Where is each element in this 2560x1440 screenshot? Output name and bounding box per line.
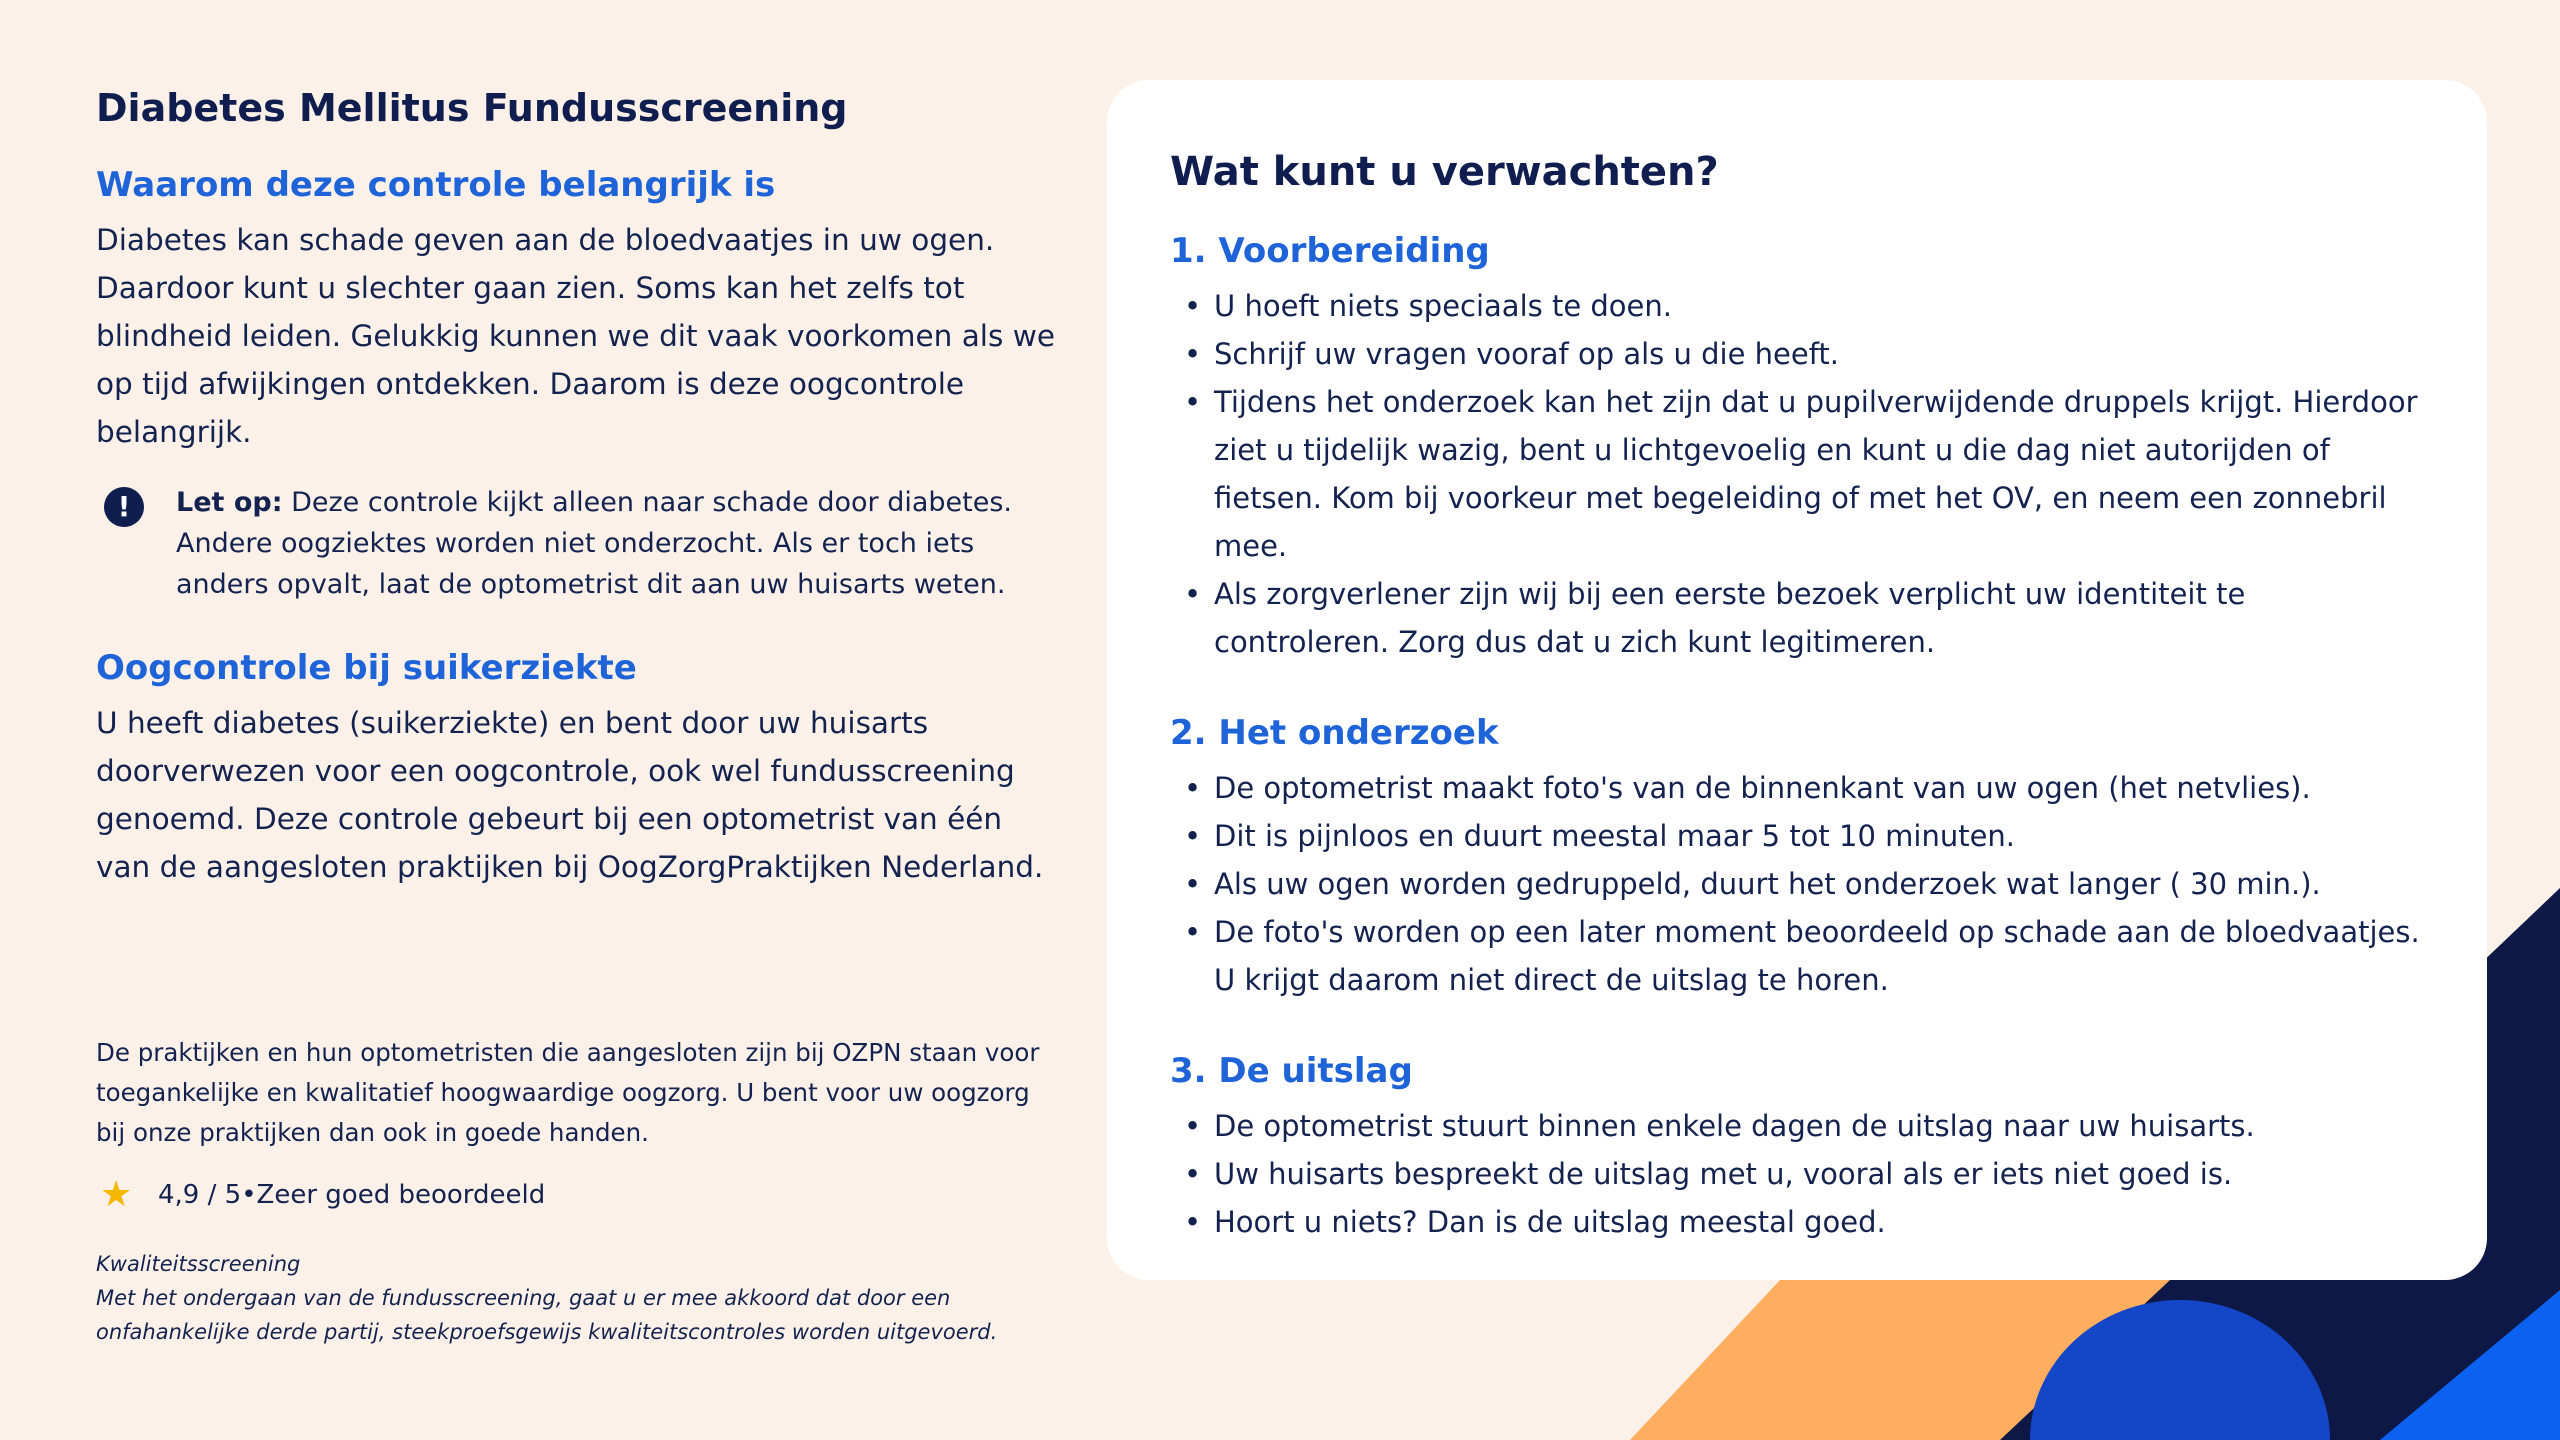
list-item (1170, 1198, 2427, 1246)
step-examination (1170, 706, 2427, 1004)
list-item-text: Als uw ogen worden gedruppeld, duurt het onderzoek wat langer ( 30 min.). (1214, 867, 2321, 901)
list-item-text: De optometrist maakt foto's van de binnenkant van uw ogen (het netvlies). (1214, 771, 2311, 805)
list-item-text: Uw huisarts bespreekt de uitslag met u, vooral als er iets niet goed is. (1214, 1157, 2233, 1191)
step-heading: 2. Het onderzoek (1170, 713, 1499, 753)
list-item-text: Tijdens het onderzoek kan het zijn dat u pupilverwijdende druppels krijgt. Hierdoor ziet u tijdelijk wazig, bent u lichtgevoelig en kunt u die dag niet autorijden of fietsen. Kom bij voorkeur met begeleiding of met het OV, en neem een zonnebril mee. (1214, 385, 2418, 563)
bullet: • (1184, 915, 1202, 949)
info-column (96, 78, 1056, 891)
list-item-text: U hoeft niets speciaals te doen. (1214, 289, 1672, 323)
eyecheck-text: U heeft diabetes (suikerziekte) en bent door uw huisarts doorverwezen voor een oogcontrole, ook wel fundusscreening genoemd. Deze controle gebeurt bij een optometrist van één van de aangesloten praktijken bij OogZorgPraktijken Nederland. (96, 706, 1044, 884)
list-item (1170, 330, 2427, 378)
list-item-text: De foto's worden op een later moment beoordeeld op schade aan de bloedvaatjes. U krijgt daarom niet direct de uitslag te horen. (1214, 915, 2420, 997)
quality-note (96, 1247, 1056, 1349)
notice-label: Let op: (176, 487, 283, 518)
step-list (1170, 282, 2427, 666)
rating-separator: • (241, 1180, 257, 1210)
list-item (1170, 1150, 2427, 1198)
rating-label: Zeer goed beoordeeld (256, 1180, 546, 1210)
list-item (1170, 812, 2427, 860)
step-heading: 3. De uitslag (1170, 1051, 1413, 1091)
notice-text: Deze controle kijkt alleen naar schade door diabetes. Andere oogziektes worden niet onderzocht. Als er toch iets anders opvalt, laat de optometrist dit aan uw huisarts weten. (176, 487, 1012, 600)
list-item (1170, 1102, 2427, 1150)
eyecheck-heading: Oogcontrole bij suikerziekte (96, 648, 637, 688)
star-icon: ★ (100, 1174, 133, 1215)
footer (96, 1033, 1056, 1349)
list-item-text: De optometrist stuurt binnen enkele dagen de uitslag naar uw huisarts. (1214, 1109, 2255, 1143)
list-item-text: Dit is pijnloos en duurt meestal maar 5 tot 10 minuten. (1214, 819, 2016, 853)
step-preparation (1170, 224, 2427, 666)
bullet: • (1184, 771, 1202, 805)
list-item (1170, 282, 2427, 330)
exclamation-icon: ! (104, 487, 144, 527)
list-item (1170, 908, 2427, 1004)
list-item-text: Hoort u niets? Dan is de uitslag meestal goed. (1214, 1205, 1886, 1239)
step-result (1170, 1044, 2427, 1246)
bullet: • (1184, 1157, 1202, 1191)
bullet: • (1184, 1109, 1202, 1143)
bullet: • (1184, 867, 1202, 901)
bullet: • (1184, 577, 1202, 611)
list-item (1170, 570, 2427, 666)
step-list (1170, 764, 2427, 1004)
expectations-card (1107, 80, 2487, 1280)
bullet: • (1184, 385, 1202, 419)
footer-text: De praktijken en hun optometristen die aangesloten zijn bij OZPN staan voor toegankelijke en kwalitatief hoogwaardige oogzorg. U bent voor uw oogzorg bij onze praktijken dan ook in goede handen. (96, 1038, 1040, 1147)
why-heading: Waarom deze controle belangrijk is (96, 165, 776, 205)
list-item-text: Als zorgverlener zijn wij bij een eerste bezoek verplicht uw identiteit te controleren. Zorg dus dat u zich kunt legitimeren. (1214, 577, 2246, 659)
bullet: • (1184, 289, 1202, 323)
why-text: Diabetes kan schade geven aan de bloedvaatjes in uw ogen. Daardoor kunt u slechter gaan zien. Soms kan het zelfs tot blindheid leiden. Gelukkig kunnen we dit vaak voorkomen als we op tijd afwijkingen ontdekken. Daarom is deze oogcontrole belangrijk. (96, 223, 1056, 449)
list-item (1170, 764, 2427, 812)
quality-text: Met het ondergaan van de fundusscreening, gaat u er mee akkoord dat door een onfahankelijke derde partij, steekproefsgewijs kwaliteitscontroles worden uitgevoerd. (96, 1286, 998, 1344)
rating (96, 1175, 1056, 1215)
card-title: Wat kunt u verwachten? (1170, 149, 1719, 195)
list-item (1170, 860, 2427, 908)
list-item-text: Schrijf uw vragen vooraf op als u die heeft. (1214, 337, 1839, 371)
list-item (1170, 378, 2427, 570)
bullet: • (1184, 337, 1202, 371)
rating-score: 4,9 / 5 (158, 1180, 242, 1210)
step-list (1170, 1102, 2427, 1246)
bullet: • (1184, 1205, 1202, 1239)
bullet: • (1184, 819, 1202, 853)
step-heading: 1. Voorbereiding (1170, 231, 1490, 271)
notice-box (96, 482, 1056, 605)
page-title: Diabetes Mellitus Fundusscreening (96, 86, 848, 130)
quality-title: Kwaliteitsscreening (96, 1252, 301, 1276)
